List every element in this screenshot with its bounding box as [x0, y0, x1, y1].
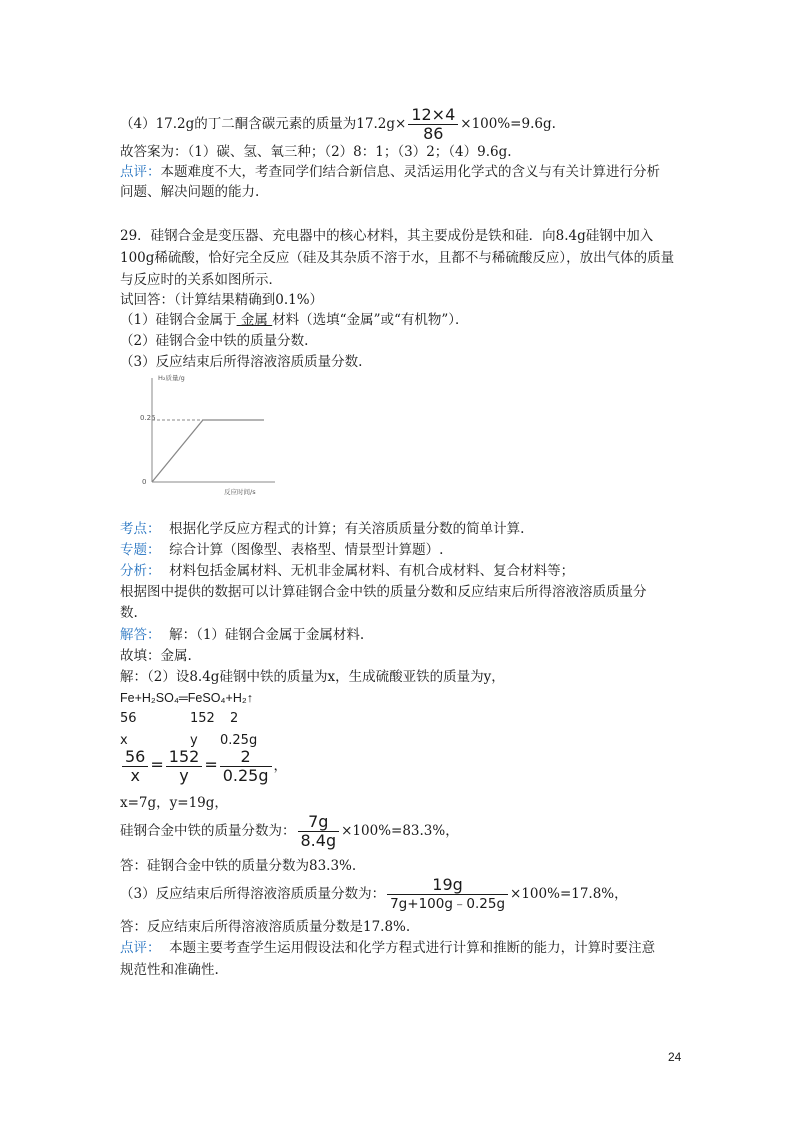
prev-comment-cont: 问题、解决问题的能力. [120, 184, 260, 200]
dianping: 点评： 本题主要考查学生运用假设法和化学方程式进行计算和推断的能力，计算时要注意 [120, 940, 656, 956]
dianping-cont: 规范性和准确性. [120, 962, 219, 978]
fill-answer: 故填：金属. [120, 648, 192, 664]
prev-comment: 点评：本题难度不大，考查同学们结合新信息、灵活运用化学式的含义与有关计算进行分析 [120, 164, 660, 180]
q29-part-2: （2）硅钢合金中铁的质量分数. [120, 333, 309, 349]
chart-ylabel: H₂质量/g [158, 374, 185, 382]
fe-answer: 答：硅钢合金中铁的质量分数为83.3%. [120, 858, 357, 874]
h2-mass-chart [140, 370, 280, 498]
proportion: $\frac{56}{x}$ = $\frac{152}{y}$ = $\frac{2}{0.25g}$ ， [120, 748, 287, 785]
q29-stem-3: 与反应时的关系如图所示． [120, 272, 282, 288]
jieda: 解答： 解：（1）硅钢合金属于金属材料. [120, 627, 365, 643]
fe-fraction-line: 硅钢合金中铁的质量分数为： $\frac{7g}{8.4g}$ ×100%=83.3%， [120, 812, 459, 850]
q29-stem-1: 29．硅钢合金是变压器、充电器中的核心材料，其主要成份是铁和硅．向8.4g硅钢中加入 [120, 228, 654, 244]
fenxi-cont-2: 数. [120, 605, 138, 621]
chart-ytick: 0.25 [140, 414, 156, 422]
page-number: 24 [668, 1050, 682, 1064]
fenxi-cont: 根据图中提供的数据可以计算硅钢合金中铁的质量分数和反应结束后所得溶液溶质质量分 [120, 584, 647, 600]
q29-ask: 试回答：（计算结果精确到0.1%） [120, 292, 324, 308]
ratio-row-1: 56 152 2 [120, 711, 239, 726]
q29-stem-2: 100g稀硫酸，恰好完全反应（硅及其杂质不溶于水，且都不与稀硫酸反应），放出气体的质量 [120, 250, 675, 266]
chart-xlabel: 反应时间/s [224, 488, 256, 496]
chart-series-line [152, 420, 264, 482]
zhuanti: 专题： 综合计算（图像型、表格型、情景型计算题）. [120, 542, 444, 558]
ratio-row-2: x y 0.25g [120, 733, 258, 748]
result: x=7g，y=19g， [120, 795, 228, 811]
q29-part-3: （3）反应结束后所得溶液溶质质量分数. [120, 354, 363, 370]
chart-origin: 0 [142, 478, 147, 486]
q4-fraction: $\frac{12\times 4}{86}$ [408, 106, 458, 143]
fenxi: 分析： 材料包括金属材料、无机非金属材料、有机合成材料、复合材料等； [120, 563, 575, 579]
q4-calculation: （4）17.2g的丁二酮含碳元素的质量为17.2g× $\frac{12\times 4}{86}$ ×100%=9.6g. [120, 105, 556, 143]
prev-answer: 故答案为：（1）碳、氢、氧三种；（2）8：1；（3）2；（4）9.6g. [120, 144, 512, 160]
step-2: 解：（2）设8.4g硅钢中铁的质量为x，生成硫酸亚铁的质量为y， [120, 669, 505, 685]
answer-blank: 金属 [236, 312, 273, 328]
solution-answer: 答：反应结束后所得溶液溶质质量分数是17.8%. [120, 919, 411, 935]
kaodian: 考点： 根据化学反应方程式的计算；有关溶质质量分数的简单计算. [120, 521, 525, 537]
q29-part-1: （1）硅钢合金属于 金属 材料（选填“金属”或“有机物”）． [120, 312, 469, 328]
solution-fraction-line: （3）反应结束后所得溶液溶质质量分数为： $\frac{19g}{7g+100g﹣0.25g}$ ×100%=17.8%， [120, 875, 628, 912]
chemical-equation: Fe+H₂SO₄═FeSO₄+H₂↑ [120, 691, 253, 705]
